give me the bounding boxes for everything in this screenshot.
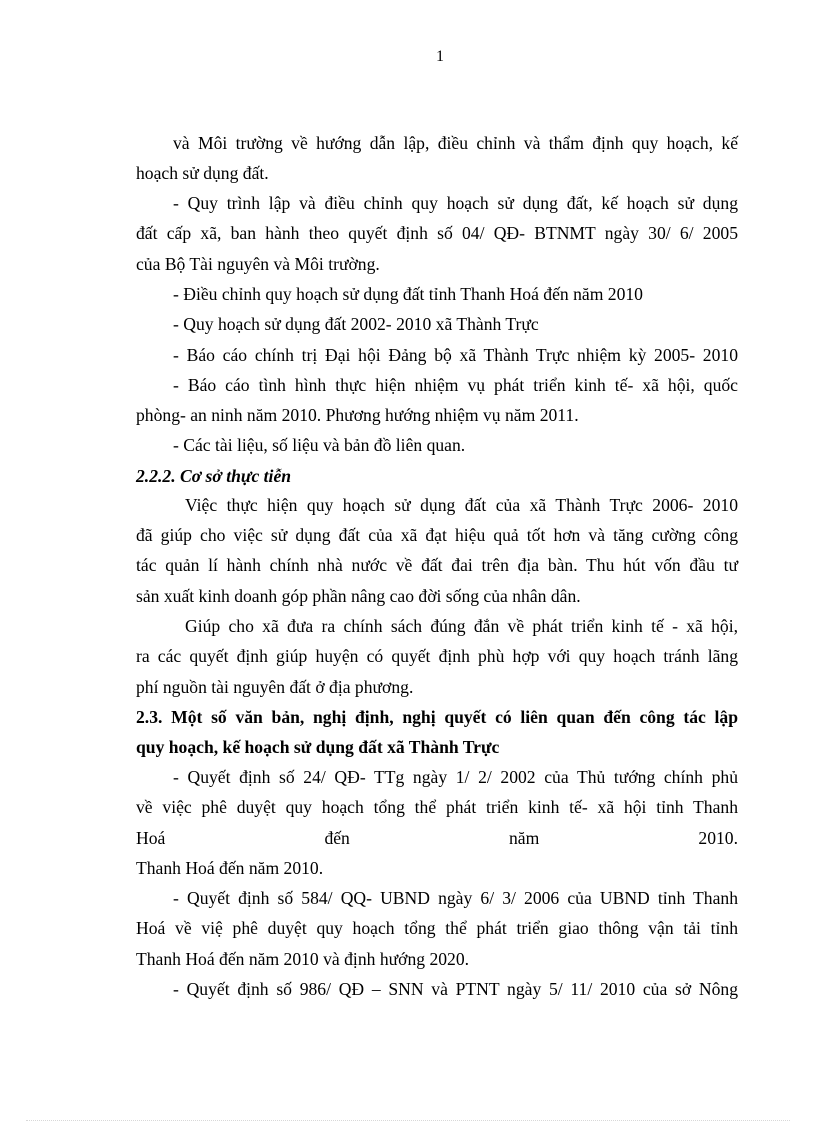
body-line: phòng- an ninh năm 2010. Phương hướng nhiệm vụ năm 2011. [136,405,579,425]
body-line: - Báo cáo tình hình thực hiện nhiệm vụ phát triển kinh tế- xã hội, quốc [173,375,738,395]
body-line: hoạch sử dụng đất. [136,163,269,183]
body-line: Hoá đến năm 2010. [136,828,738,848]
body-line: ra các quyết định giúp huyện có quyết định phù hợp với quy hoạch tránh lãng [136,646,738,666]
body-line: Giúp cho xã đưa ra chính sách đúng đắn về phát triển kinh tế - xã hội, [185,616,738,636]
body-line: đã giúp cho việc sử dụng đất của xã đạt hiệu quả tốt hơn và tăng cường công [136,525,738,545]
body-line: về việc phê duyệt quy hoạch tổng thể phát triển kinh tế- xã hội tỉnh Thanh [136,797,738,817]
body-line: - Quyết định số 986/ QĐ – SNN và PTNT ngày 5/ 11/ 2010 của sở Nông [173,979,738,999]
body-line: - Quyết định số 584/ QQ- UBND ngày 6/ 3/ 2006 của UBND tỉnh Thanh [173,888,738,908]
section-heading: 2.2.2. Cơ sở thực tiễn [136,466,292,486]
page-bottom-rule [26,1120,790,1121]
body-line: - Điều chỉnh quy hoạch sử dụng đất tỉnh Thanh Hoá đến năm 2010 [173,284,643,304]
page-number: 1 [436,48,444,65]
body-line: phí nguồn tài nguyên đất ở địa phương. [136,677,414,697]
body-line: - Quy hoạch sử dụng đất 2002- 2010 xã Thành Trực [173,314,539,334]
body-line: - Báo cáo chính trị Đại hội Đảng bộ xã Thành Trực nhiệm kỳ 2005- 2010 [173,345,738,365]
body-line: đất cấp xã, ban hành theo quyết định số 04/ QĐ- BTNMT ngày 30/ 6/ 2005 [136,223,738,243]
body-line: Việc thực hiện quy hoạch sử dụng đất của xã Thành Trực 2006- 2010 [185,495,738,515]
body-line: Thanh Hoá đến năm 2010. [136,858,324,878]
body-line: - Quy trình lập và điều chỉnh quy hoạch sử dụng đất, kế hoạch sử dụng [173,193,738,213]
body-line: tác quản lí hành chính nhà nước về đất đai trên địa bàn. Thu hút vốn đầu tư [136,555,738,575]
section-heading: quy hoạch, kế hoạch sử dụng đất xã Thành Trực [136,737,500,757]
body-line: Thanh Hoá đến năm 2010 và định hướng 2020. [136,949,470,969]
body-line: sản xuất kinh doanh góp phần nâng cao đời sống của nhân dân. [136,586,581,606]
body-line: Hoá về việ phê duyệt quy hoạch tổng thể phát triển giao thông vận tải tỉnh [136,918,738,938]
body-line: - Các tài liệu, số liệu và bản đồ liên quan. [173,435,466,455]
body-line: và Môi trường về hướng dẫn lập, điều chỉnh và thẩm định quy hoạch, kế [173,133,738,153]
section-heading: 2.3. Một số văn bản, nghị định, nghị quyết có liên quan đến công tác lập [136,707,738,727]
body-line: - Quyết định số 24/ QĐ- TTg ngày 1/ 2/ 2002 của Thủ tướng chính phủ [173,767,738,787]
body-line: của Bộ Tài nguyên và Môi trường. [136,254,380,274]
